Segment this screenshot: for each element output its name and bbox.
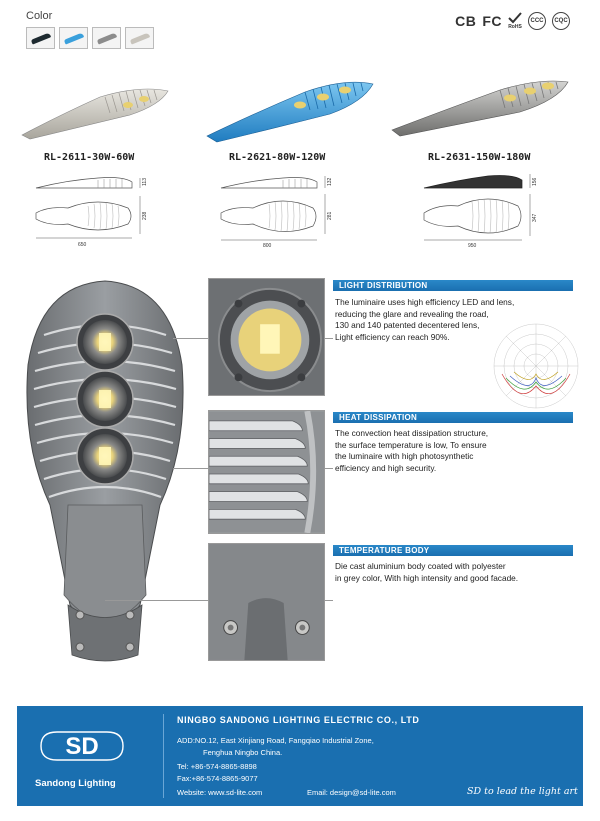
connector-body — [105, 600, 208, 601]
footer-divider — [163, 714, 164, 798]
color-label: Color — [26, 10, 53, 22]
dim-height-rl2621: 132 — [327, 177, 333, 186]
cqc-logo: CQC — [552, 12, 570, 30]
footer-banner — [17, 706, 583, 806]
heat-dissipation-text: The convection heat dissipation structure, the surface temperature is low, To ensure the luminaire with high photosynthetic efficiency and high security. — [335, 428, 489, 473]
drawing-rl2621 — [213, 168, 348, 248]
light-distribution-text: The luminaire uses high efficiency LED and lens, reducing the glare and revealing the road, 130 and 140 patented decentered lens, Light efficiency can reach 90%. — [335, 297, 515, 342]
fax: Fax:+86-574-8865-9077 — [177, 774, 258, 783]
check-icon — [508, 12, 522, 24]
rohs-logo: RoHS — [508, 12, 522, 30]
product-image-rl2621 — [205, 78, 375, 143]
lamp-front-view — [20, 275, 190, 670]
brand-name: Sandong Lighting — [35, 778, 116, 789]
model-rl2611: RL-2611-30W-60W — [44, 152, 135, 163]
certification-logos — [455, 12, 570, 30]
drawing-rl2631 — [418, 168, 553, 248]
polar-light-diagram — [480, 316, 592, 414]
cb-logo: CB — [455, 13, 477, 29]
model-rl2621: RL-2621-80W-120W — [229, 152, 326, 163]
temperature-body-text: Die cast aluminium body coated with polyester in grey color, With high intensity and good facade. — [335, 561, 519, 583]
model-rl2631: RL-2631-150W-180W — [428, 152, 531, 163]
heat-dissipation-title: HEAT DISSIPATION — [333, 412, 573, 423]
zoom-body-image — [208, 543, 325, 661]
zoom-lens-image — [208, 278, 325, 396]
svg-text:SD: SD — [65, 733, 99, 760]
dim-length-rl2611: 650 — [78, 242, 87, 248]
light-distribution-title: LIGHT DISTRIBUTION — [333, 280, 573, 291]
dim-width-rl2621: 281 — [327, 211, 333, 220]
address-line-2: Fenghua Ningbo China. — [203, 748, 283, 757]
address-line-1: ADD:NO.12, East Xinjiang Road, Fangqiao Industrial Zone, — [177, 736, 374, 745]
zoom-fins-image — [208, 410, 325, 534]
email-link[interactable]: Email: design@sd-lite.com — [307, 788, 396, 797]
drawing-rl2611 — [28, 168, 163, 248]
dim-height-rl2611: 113 — [142, 178, 148, 186]
temperature-body-title: TEMPERATURE BODY — [333, 545, 573, 556]
swatch-blue[interactable] — [59, 27, 88, 49]
dim-height-rl2631: 156 — [532, 177, 538, 186]
fc-logo: FC — [482, 13, 502, 29]
connector-light — [173, 338, 208, 339]
dim-width-rl2611: 238 — [142, 211, 148, 220]
slogan: SD to lead the light art — [467, 786, 578, 797]
dim-width-rl2631: 347 — [532, 213, 538, 222]
sd-logo-icon — [37, 726, 127, 766]
product-image-rl2611 — [20, 85, 170, 140]
color-swatches — [26, 27, 154, 49]
swatch-silver[interactable] — [125, 27, 154, 49]
ccc-logo: CCC — [528, 12, 546, 30]
swatch-grey[interactable] — [92, 27, 121, 49]
dim-length-rl2631: 950 — [468, 243, 477, 248]
website-link[interactable]: Website: www.sd-lite.com — [177, 788, 263, 797]
product-image-rl2631 — [390, 78, 570, 138]
connector-heat — [173, 468, 208, 469]
swatch-black[interactable] — [26, 27, 55, 49]
company-name: NINGBO SANDONG LIGHTING ELECTRIC CO., LTD — [177, 715, 420, 725]
dim-length-rl2621: 800 — [263, 243, 272, 248]
telephone: Tel: +86-574-8865-8898 — [177, 762, 257, 771]
